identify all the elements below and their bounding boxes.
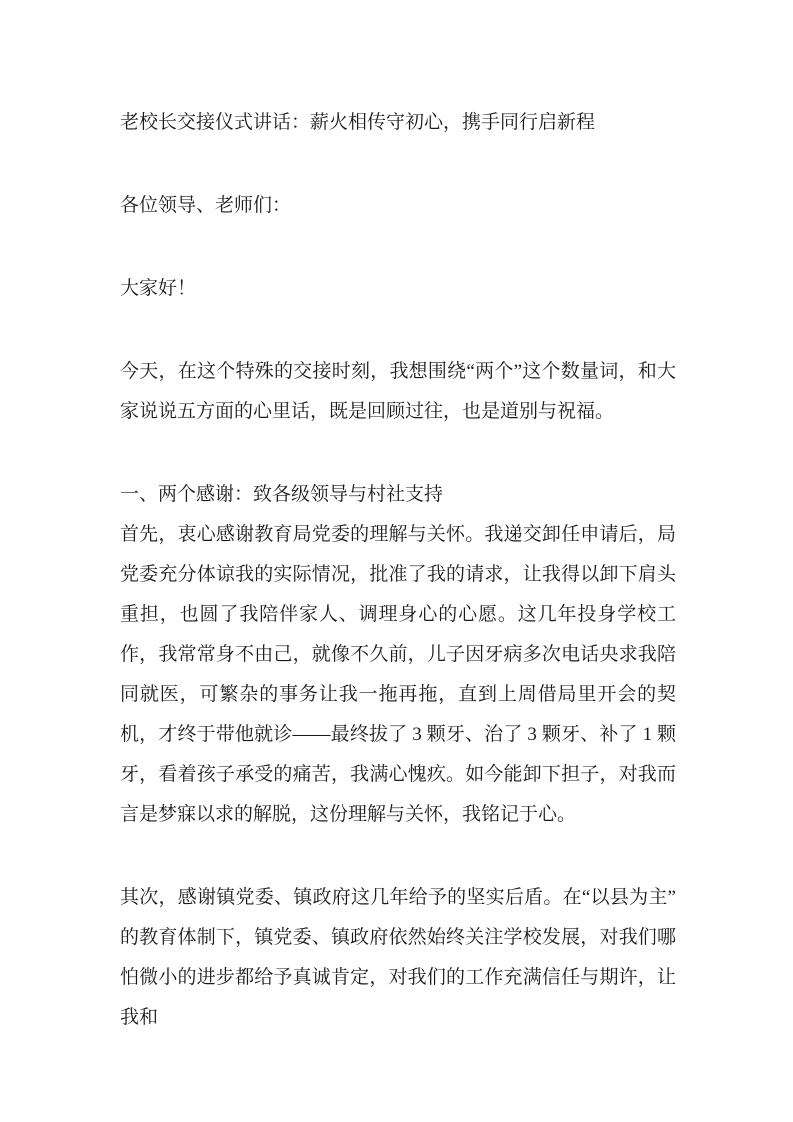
- salutation-line: 各位领导、老师们：: [120, 195, 292, 216]
- section1-paragraph-1: 首先，衷心感谢教育局党委的理解与关怀。我递交卸任申请后，局党委充分体谅我的实际情况，批准了我的请求，让我得以卸下肩头重担，也圆了我陪伴家人、调理身心的心愿。这几年投身学校工作，我常常身不由己，就像不久前，儿子因牙病多次电话央求我陪同就医，可繁杂的事务让我一拖再拖，直到上周借局里开会的契机，才终于带他就诊——最终拔了 3 颗牙、治了 3 颗牙、补了 1 颗牙，看着孩子承受的痛苦，我满心愧疚。如今能卸下担子，对我而言是梦寐以求的解脱，这份理解与关怀，我铭记于心。: [120, 524, 676, 825]
- greeting-line: 大家好！: [120, 278, 197, 299]
- section1-heading: 一、两个感谢：致各级领导与村社支持: [120, 484, 444, 505]
- intro-paragraph: 今天，在这个特殊的交接时刻，我想围绕“两个”这个数量词，和大家说说五方面的心里话，既是回顾过往，也是道别与祝福。: [120, 361, 676, 422]
- section1-paragraph-2: 其次，感谢镇党委、镇政府这几年给予的坚实后盾。在“以县为主”的教育体制下，镇党委、镇政府依然始终关注学校发展，对我们哪怕微小的进步都给予真诚肯定，对我们的工作充满信任与期许，让我和: [120, 887, 676, 1028]
- document-title: 老校长交接仪式讲话：薪火相传守初心，携手同行启新程: [120, 112, 596, 133]
